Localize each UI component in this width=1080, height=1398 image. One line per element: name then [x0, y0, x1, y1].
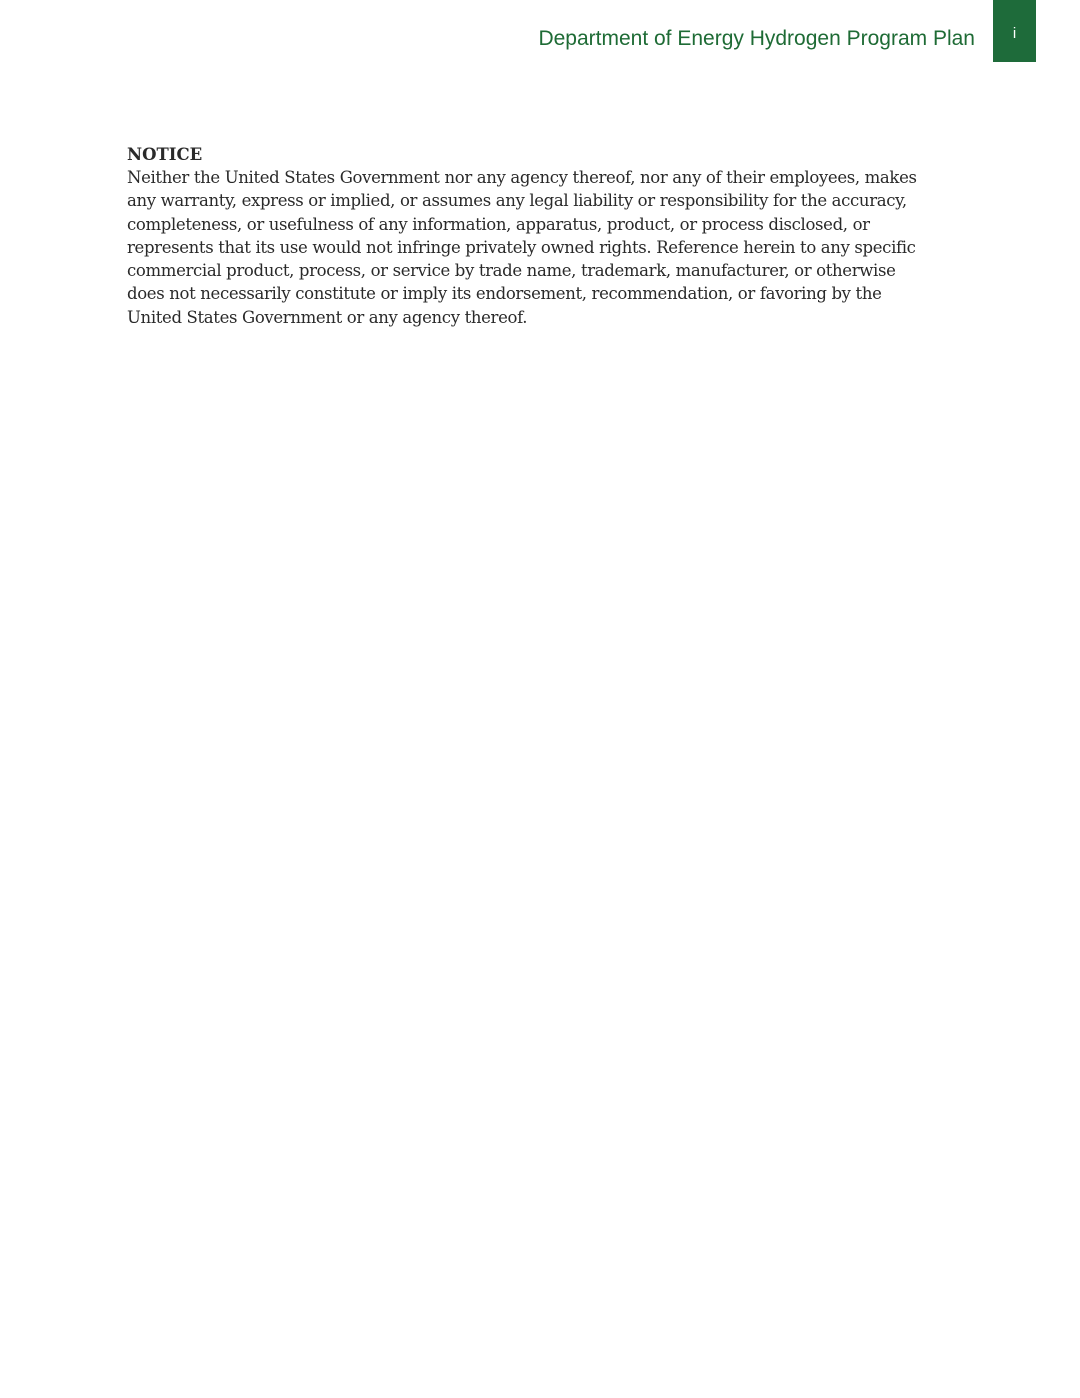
- notice-line: represents that its use would not infringe privately owned rights. Reference herein to any specific: [127, 237, 916, 257]
- notice-line: Neither the United States Government nor any agency thereof, nor any of their employees, makes: [127, 168, 917, 187]
- notice-heading: NOTICE: [127, 145, 203, 164]
- notice-line: any warranty, express or implied, or assumes any legal liability or responsibility for the accuracy,: [127, 191, 907, 211]
- notice-section: [127, 143, 957, 329]
- notice-line: United States Government or any agency thereof.: [127, 307, 528, 327]
- notice-line: does not necessarily constitute or imply its endorsement, recommendation, or favoring by the: [127, 284, 882, 304]
- notice-body: [127, 166, 957, 329]
- page-number-tab: [993, 0, 1036, 62]
- notice-line: completeness, or usefulness of any information, apparatus, product, or process disclosed, or: [127, 214, 870, 234]
- page-number: i: [1012, 25, 1017, 42]
- running-header-title: Department of Energy Hydrogen Program Plan: [538, 27, 975, 50]
- notice-line: commercial product, process, or service by trade name, trademark, manufacturer, or otherwise: [127, 261, 896, 281]
